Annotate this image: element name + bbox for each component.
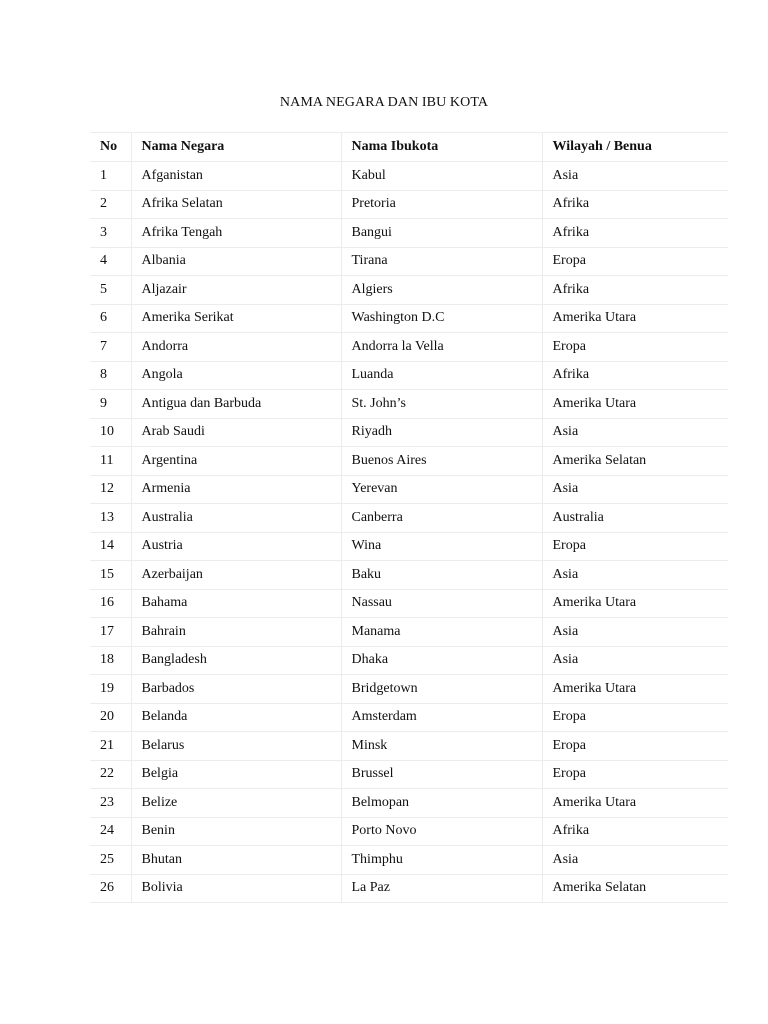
cell-region: Amerika Selatan bbox=[542, 447, 728, 476]
cell-region: Afrika bbox=[542, 219, 728, 248]
document-title: NAMA NEGARA DAN IBU KOTA bbox=[279, 95, 489, 110]
cell-country-name: Afganistan bbox=[131, 162, 341, 191]
cell-region: Eropa bbox=[542, 732, 728, 761]
table-row bbox=[90, 760, 728, 789]
table-header-row bbox=[90, 133, 728, 162]
cell-region: Afrika bbox=[542, 190, 728, 219]
cell-country-name: Armenia bbox=[131, 475, 341, 504]
table-row bbox=[90, 589, 728, 618]
cell-capital-name: La Paz bbox=[341, 874, 542, 903]
header-country-name: Nama Negara bbox=[131, 133, 341, 162]
cell-capital-name: Minsk bbox=[341, 732, 542, 761]
table-row bbox=[90, 532, 728, 561]
cell-capital-name: Bangui bbox=[341, 219, 542, 248]
cell-country-name: Bahrain bbox=[131, 618, 341, 647]
cell-no: 20 bbox=[90, 703, 131, 732]
cell-region: Amerika Utara bbox=[542, 589, 728, 618]
table-row bbox=[90, 846, 728, 875]
cell-region: Asia bbox=[542, 475, 728, 504]
cell-capital-name: Luanda bbox=[341, 361, 542, 390]
cell-no: 7 bbox=[90, 333, 131, 362]
cell-capital-name: Wina bbox=[341, 532, 542, 561]
cell-capital-name: Andorra la Vella bbox=[341, 333, 542, 362]
cell-region: Amerika Selatan bbox=[542, 874, 728, 903]
cell-no: 14 bbox=[90, 532, 131, 561]
table-row bbox=[90, 190, 728, 219]
table-row bbox=[90, 304, 728, 333]
cell-region: Amerika Utara bbox=[542, 304, 728, 333]
cell-region: Eropa bbox=[542, 760, 728, 789]
cell-region: Asia bbox=[542, 561, 728, 590]
cell-capital-name: Algiers bbox=[341, 276, 542, 305]
table-row bbox=[90, 276, 728, 305]
cell-region: Eropa bbox=[542, 532, 728, 561]
cell-no: 19 bbox=[90, 675, 131, 704]
cell-country-name: Belarus bbox=[131, 732, 341, 761]
table-row bbox=[90, 504, 728, 533]
table-row bbox=[90, 333, 728, 362]
cell-region: Afrika bbox=[542, 276, 728, 305]
table-row bbox=[90, 618, 728, 647]
cell-capital-name: Nassau bbox=[341, 589, 542, 618]
cell-region: Asia bbox=[542, 162, 728, 191]
cell-no: 15 bbox=[90, 561, 131, 590]
cell-no: 12 bbox=[90, 475, 131, 504]
cell-no: 3 bbox=[90, 219, 131, 248]
cell-no: 2 bbox=[90, 190, 131, 219]
table-row bbox=[90, 703, 728, 732]
cell-no: 8 bbox=[90, 361, 131, 390]
cell-country-name: Albania bbox=[131, 247, 341, 276]
cell-no: 18 bbox=[90, 646, 131, 675]
table-row bbox=[90, 475, 728, 504]
cell-region: Amerika Utara bbox=[542, 789, 728, 818]
cell-country-name: Afrika Selatan bbox=[131, 190, 341, 219]
table-row bbox=[90, 162, 728, 191]
cell-no: 25 bbox=[90, 846, 131, 875]
cell-no: 21 bbox=[90, 732, 131, 761]
table-row bbox=[90, 418, 728, 447]
cell-capital-name: Dhaka bbox=[341, 646, 542, 675]
cell-region: Afrika bbox=[542, 361, 728, 390]
cell-capital-name: Canberra bbox=[341, 504, 542, 533]
cell-capital-name: Baku bbox=[341, 561, 542, 590]
cell-capital-name: Brussel bbox=[341, 760, 542, 789]
table-row bbox=[90, 874, 728, 903]
cell-country-name: Azerbaijan bbox=[131, 561, 341, 590]
cell-country-name: Argentina bbox=[131, 447, 341, 476]
cell-country-name: Barbados bbox=[131, 675, 341, 704]
cell-no: 10 bbox=[90, 418, 131, 447]
country-table bbox=[90, 132, 728, 903]
cell-country-name: Belize bbox=[131, 789, 341, 818]
cell-region: Afrika bbox=[542, 817, 728, 846]
cell-country-name: Bangladesh bbox=[131, 646, 341, 675]
cell-region: Eropa bbox=[542, 247, 728, 276]
cell-capital-name: Washington D.C bbox=[341, 304, 542, 333]
cell-no: 6 bbox=[90, 304, 131, 333]
cell-capital-name: Kabul bbox=[341, 162, 542, 191]
cell-no: 11 bbox=[90, 447, 131, 476]
cell-capital-name: St. John’s bbox=[341, 390, 542, 419]
table-row bbox=[90, 361, 728, 390]
table-body bbox=[90, 162, 728, 903]
cell-no: 1 bbox=[90, 162, 131, 191]
cell-region: Asia bbox=[542, 618, 728, 647]
table-row bbox=[90, 817, 728, 846]
table-row bbox=[90, 646, 728, 675]
table-row bbox=[90, 732, 728, 761]
cell-country-name: Austria bbox=[131, 532, 341, 561]
table-row bbox=[90, 219, 728, 248]
cell-capital-name: Yerevan bbox=[341, 475, 542, 504]
cell-country-name: Belanda bbox=[131, 703, 341, 732]
cell-country-name: Afrika Tengah bbox=[131, 219, 341, 248]
cell-no: 22 bbox=[90, 760, 131, 789]
cell-region: Asia bbox=[542, 418, 728, 447]
cell-capital-name: Tirana bbox=[341, 247, 542, 276]
table-row bbox=[90, 390, 728, 419]
table-row bbox=[90, 789, 728, 818]
cell-capital-name: Porto Novo bbox=[341, 817, 542, 846]
cell-country-name: Benin bbox=[131, 817, 341, 846]
cell-capital-name: Bridgetown bbox=[341, 675, 542, 704]
table-row bbox=[90, 675, 728, 704]
header-capital-name: Nama Ibukota bbox=[341, 133, 542, 162]
cell-country-name: Angola bbox=[131, 361, 341, 390]
cell-no: 17 bbox=[90, 618, 131, 647]
cell-region: Asia bbox=[542, 846, 728, 875]
cell-capital-name: Amsterdam bbox=[341, 703, 542, 732]
cell-region: Eropa bbox=[542, 703, 728, 732]
cell-country-name: Antigua dan Barbuda bbox=[131, 390, 341, 419]
cell-country-name: Bhutan bbox=[131, 846, 341, 875]
cell-region: Australia bbox=[542, 504, 728, 533]
cell-no: 16 bbox=[90, 589, 131, 618]
header-region: Wilayah / Benua bbox=[542, 133, 728, 162]
cell-region: Eropa bbox=[542, 333, 728, 362]
table-row bbox=[90, 561, 728, 590]
cell-country-name: Australia bbox=[131, 504, 341, 533]
header-no: No bbox=[90, 133, 131, 162]
cell-country-name: Arab Saudi bbox=[131, 418, 341, 447]
cell-country-name: Bolivia bbox=[131, 874, 341, 903]
cell-no: 4 bbox=[90, 247, 131, 276]
cell-no: 23 bbox=[90, 789, 131, 818]
table-row bbox=[90, 247, 728, 276]
cell-country-name: Amerika Serikat bbox=[131, 304, 341, 333]
cell-region: Amerika Utara bbox=[542, 390, 728, 419]
cell-region: Amerika Utara bbox=[542, 675, 728, 704]
cell-region: Asia bbox=[542, 646, 728, 675]
cell-capital-name: Manama bbox=[341, 618, 542, 647]
cell-no: 13 bbox=[90, 504, 131, 533]
table-row bbox=[90, 447, 728, 476]
cell-capital-name: Buenos Aires bbox=[341, 447, 542, 476]
cell-country-name: Aljazair bbox=[131, 276, 341, 305]
cell-capital-name: Belmopan bbox=[341, 789, 542, 818]
cell-no: 5 bbox=[90, 276, 131, 305]
cell-no: 24 bbox=[90, 817, 131, 846]
cell-capital-name: Pretoria bbox=[341, 190, 542, 219]
cell-country-name: Andorra bbox=[131, 333, 341, 362]
cell-capital-name: Riyadh bbox=[341, 418, 542, 447]
cell-no: 9 bbox=[90, 390, 131, 419]
cell-capital-name: Thimphu bbox=[341, 846, 542, 875]
cell-no: 26 bbox=[90, 874, 131, 903]
cell-country-name: Belgia bbox=[131, 760, 341, 789]
cell-country-name: Bahama bbox=[131, 589, 341, 618]
